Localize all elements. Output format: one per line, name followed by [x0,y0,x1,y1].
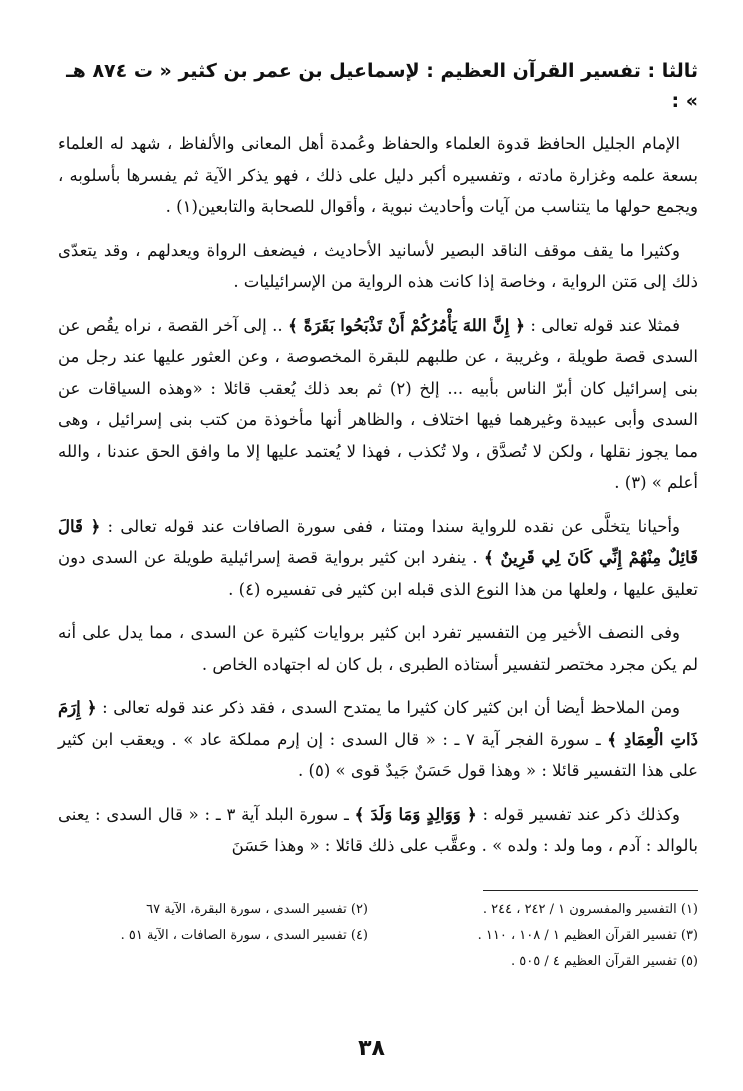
paragraph-text: الإمام الجليل الحافظ قدوة العلماء والحفاظ وعُمدة أهل المعانى والألفاظ ، شهد له العلماء بسعة علمه وغزارة مادته ، وتفسيره أكبر دليل على ذلك ، فهو يذكر الآية ثم يفسرها بأسلوبه ، ويجمع حولها ما يتناسب من آيات وأحاديث نبوية ، وأقوال للصحابة والتابعين(١) . [58,134,698,216]
paragraph-text: . ينفرد ابن كثير برواية قصة إسرائيلية طويلة عن السدى دون تعليق عليها ، ولعلها من هذا النوع الذى قبله ابن كثير فى تفسيره (٤) . [58,548,698,599]
paragraph [58,310,698,499]
footnote [58,951,368,973]
paragraph-text: ـ سورة الفجر آية ٧ ـ : « قال السدى : إن إرم مملكة عاد » . ويعقب ابن كثير على هذا التفسير قائلا : « وهذا قول حَسَنٌ جَيدٌ قوى » (٥) . [58,729,698,780]
footnote: (٥) تفسير القرآن العظيم ٤ / ٥٠٥ . [511,953,698,969]
paragraph [58,692,698,787]
footnote-divider [483,890,698,891]
section-heading: ثالثا : تفسير القرآن العظيم : لإسماعيل بن عمر بن كثير « ت ٨٧٤ هـ » : [66,60,698,112]
page-body [58,56,698,973]
quran-verse: ﴿ إِنَّ اللهَ يَأْمُرُكُمْ أَنْ تَذْبَحُوا بَقَرَةً ﴾ [288,315,525,335]
footnote: (٤) تفسير السدى ، سورة الصافات ، الآية ٥١ . [120,927,368,943]
paragraph [58,799,698,862]
paragraph [58,235,698,298]
body-text [58,128,698,862]
quran-verse: ﴿ وَوَالِدٍ وَمَا وَلَدَ ﴾ [354,804,477,824]
paragraph-text: ومن الملاحظ أيضا أن ابن كثير كان كثيرا ما يمتدح السدى ، فقد ذكر عند قوله تعالى : [96,698,680,717]
paragraph-text: ـ سورة البلد آية ٣ ـ : « قال السدى : يعنى بالوالد : آدم ، وما ولد : ولده » . وعقَّب على ذلك قائلا : « وهذا حَسَنَ [58,804,698,855]
paragraph-text: وفى النصف الأخير مِن التفسير تفرد ابن كثير بروايات كثيرة عن السدى ، مما يدل على أنه لم يكن مجرد مختصر لتفسير أستاذه الطبرى ، بل كان له اجتهاده الخاص . [58,623,698,674]
footnote: (١) التفسير والمفسرون ١ / ٢٤٢ ، ٢٤٤ . [482,901,698,917]
paragraph-text: وكثيرا ما يقف موقف الناقد البصير لأسانيد الأحاديث ، فيضعف الرواة ويعدلهم ، وقد يتعدّى ذلك إلى مَتن الرواية ، وخاصة إذا كانت هذه الرواية من الإسرائيليات . [58,240,698,291]
footnotes [58,899,698,973]
page-number: ٣٨ [358,1036,385,1061]
paragraph [58,128,698,223]
paragraph [58,511,698,606]
paragraph-text: فمثلا عند قوله تعالى : [524,315,681,335]
footnote: (٣) تفسير القرآن العظيم ١ / ١٠٨ ، ١١٠ . [477,927,698,943]
footnote: (٢) تفسير السدى ، سورة البقرة، الآية ٦٧ [146,901,368,917]
paragraph-text: وأحيانا يتخلَّى عن نقده للرواية سندا ومتنا ، ففى سورة الصافات عند قوله تعالى : [100,516,680,536]
paragraph-text: وكذلك ذكر عند تفسير قوله : [476,804,681,824]
paragraph-text: .. إلى آخر القصة ، نراه يقُص عن السدى قصة طويلة ، وغريبة ، عن طلبهم للبقرة المخصوصة ، وعن العثور عليها عند رجل من بنى إسرائيل كان أبرّ الناس بأبيه ... إلخ (٢) ثم بعد ذلك يُعقب قائلا : «وهذه السياقات عن السدى وأبى عبيدة وغيرهما فيها اختلاف ، والظاهر أنها مأخوذة من كتب بنى إسرائيل ، وهى مما يجوز نقلها ، ولكن لا تُصدَّق ، ولا تُكذب ، فهذا لا يُعتمد عليها إلا ما وافق الحق عندنا ، والله أعلم » (٣) . [58,315,698,492]
quran-verse: ﴿ إِرَمَ ذَاتِ الْعِمَادِ ﴾ [58,698,698,749]
quran-verse: ﴿ قَالَ قَائِلٌ مِنْهُمْ إِنِّي كَانَ لِي قَرِينٌ ﴾ [58,516,698,567]
paragraph [58,617,698,680]
